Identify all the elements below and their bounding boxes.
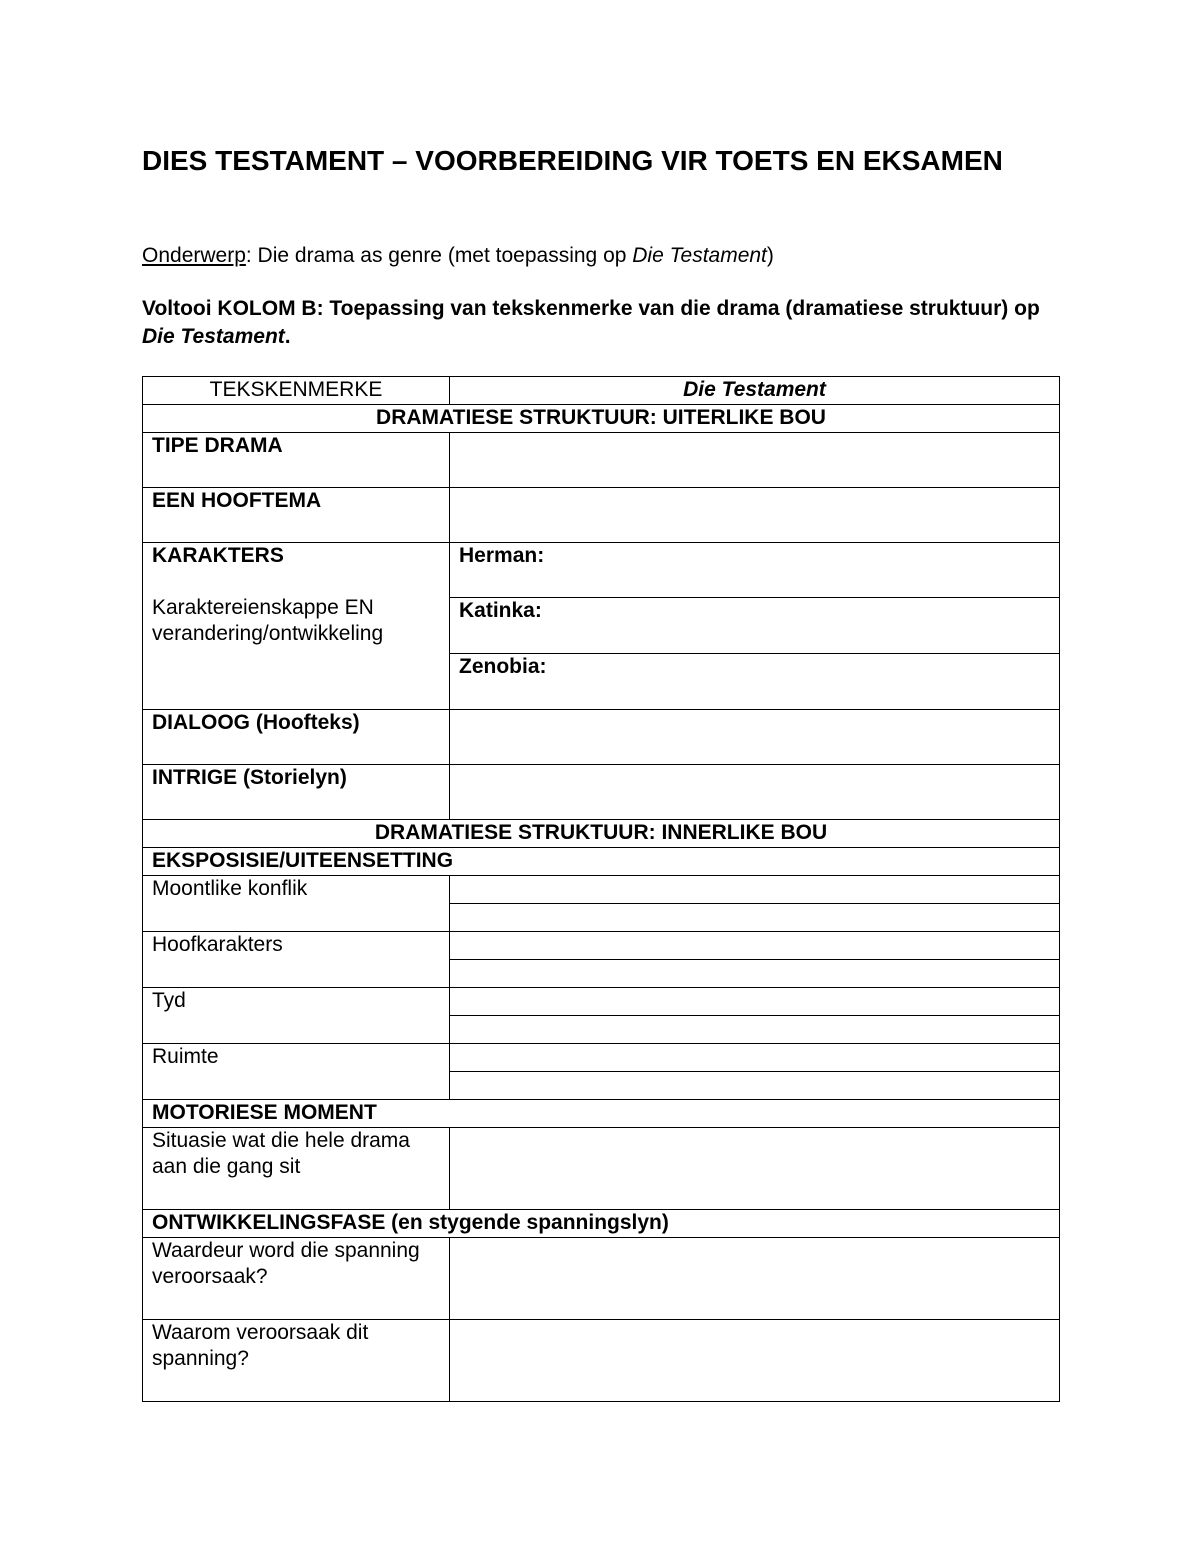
header-tekskenmerke: TEKSKENMERKE bbox=[143, 377, 450, 405]
answer-konflik-2[interactable] bbox=[450, 904, 1060, 932]
answer-motoriese[interactable] bbox=[450, 1128, 1060, 1210]
instruction-end: . bbox=[284, 325, 291, 348]
answer-tyd-2[interactable] bbox=[450, 1016, 1060, 1044]
label-karakters-cell bbox=[143, 543, 450, 710]
label-waarom: Waarom veroorsaak dit spanning? bbox=[143, 1320, 450, 1402]
table-row bbox=[143, 988, 1060, 1016]
table-row bbox=[143, 1238, 1060, 1320]
answer-hoofkarakters-2[interactable] bbox=[450, 960, 1060, 988]
answer-waarom[interactable] bbox=[450, 1320, 1060, 1402]
answer-waardeur[interactable] bbox=[450, 1238, 1060, 1320]
section-innerlike-bou bbox=[143, 820, 1060, 848]
subsection-motoriese-moment bbox=[143, 1100, 1060, 1128]
document-title: DIES TESTAMENT – VOORBEREIDING VIR TOETS EN EKSAMEN bbox=[142, 145, 1003, 176]
label-intrige: INTRIGE (Storielyn) bbox=[143, 765, 450, 820]
subject-italic: Die Testament bbox=[632, 244, 767, 267]
instruction bbox=[142, 295, 1042, 351]
answer-intrige[interactable] bbox=[450, 765, 1060, 820]
table-row bbox=[143, 710, 1060, 765]
section-innerlike-bou-label: DRAMATIESE STRUKTUUR: INNERLIKE BOU bbox=[143, 820, 1060, 848]
answer-zenobia[interactable]: Zenobia: bbox=[450, 654, 1060, 710]
instruction-text: Voltooi KOLOM B: Toepassing van tekskenmerke van die drama (dramatiese struktuur) op bbox=[142, 297, 1040, 320]
label-ruimte: Ruimte bbox=[143, 1044, 450, 1100]
label-moontlike-konflik: Moontlike konflik bbox=[143, 876, 450, 932]
label-tyd: Tyd bbox=[143, 988, 450, 1044]
label-motoriese-note: Situasie wat die hele drama aan die gang sit bbox=[143, 1128, 450, 1210]
answer-herman[interactable]: Herman: bbox=[450, 543, 1060, 598]
label-tipe-drama: TIPE DRAMA bbox=[143, 433, 450, 488]
answer-tipe-drama[interactable] bbox=[450, 433, 1060, 488]
label-eksposisie: EKSPOSISIE/UITEENSETTING bbox=[143, 848, 1060, 876]
table-row bbox=[143, 876, 1060, 904]
label-ontwikkelingsfase: ONTWIKKELINGSFASE (en stygende spanningslyn) bbox=[143, 1210, 1060, 1238]
answer-hoofkarakters-1[interactable] bbox=[450, 932, 1060, 960]
table-row bbox=[143, 1128, 1060, 1210]
table-row bbox=[143, 932, 1060, 960]
section-uiterlike-bou bbox=[143, 405, 1060, 433]
answer-tyd-1[interactable] bbox=[450, 988, 1060, 1016]
table-row bbox=[143, 488, 1060, 543]
table-row bbox=[143, 433, 1060, 488]
answer-ruimte-2[interactable] bbox=[450, 1072, 1060, 1100]
label-karakters: KARAKTERS bbox=[152, 544, 284, 567]
answer-katinka[interactable]: Katinka: bbox=[450, 598, 1060, 654]
answer-een-hooftema[interactable] bbox=[450, 488, 1060, 543]
worksheet-table bbox=[142, 376, 1060, 1402]
label-waardeur: Waardeur word die spanning veroorsaak? bbox=[143, 1238, 450, 1320]
section-uiterlike-bou-label: DRAMATIESE STRUKTUUR: UITERLIKE BOU bbox=[143, 405, 1060, 433]
answer-konflik-1[interactable] bbox=[450, 876, 1060, 904]
subject-close: ) bbox=[766, 244, 774, 267]
table-row bbox=[143, 543, 1060, 598]
table-row bbox=[143, 1044, 1060, 1072]
subject-label: Onderwerp bbox=[142, 244, 246, 267]
table-row bbox=[143, 765, 1060, 820]
header-die-testament: Die Testament bbox=[450, 377, 1060, 405]
subsection-eksposisie bbox=[143, 848, 1060, 876]
answer-ruimte-1[interactable] bbox=[450, 1044, 1060, 1072]
subject-text: : Die drama as genre (met toepassing op bbox=[245, 244, 633, 267]
answer-dialoog[interactable] bbox=[450, 710, 1060, 765]
label-een-hooftema: EEN HOOFTEMA bbox=[143, 488, 450, 543]
label-dialoog: DIALOOG (Hoofteks) bbox=[143, 710, 450, 765]
instruction-italic: Die Testament bbox=[142, 325, 285, 348]
table-header-row bbox=[143, 377, 1060, 405]
label-motoriese-moment: MOTORIESE MOMENT bbox=[143, 1100, 1060, 1128]
table-row bbox=[143, 1320, 1060, 1402]
label-hoofkarakters: Hoofkarakters bbox=[143, 932, 450, 988]
subsection-ontwikkelingsfase bbox=[143, 1210, 1060, 1238]
label-karakters-note: Karaktereienskappe EN verandering/ontwikkeling bbox=[152, 596, 384, 645]
subject-line bbox=[142, 242, 774, 270]
